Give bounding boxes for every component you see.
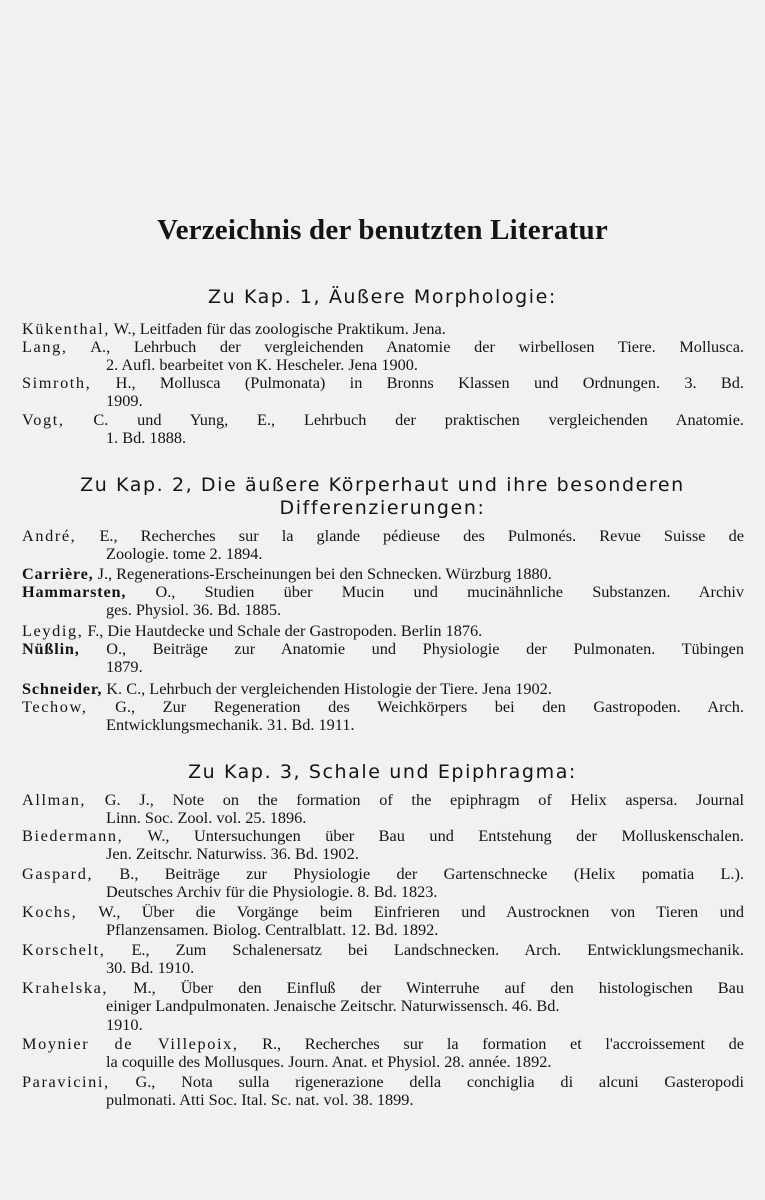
entry-text-cont: 1. Bd. 1888. <box>106 428 187 448</box>
entry-krahelska <box>22 979 744 1034</box>
entry-author: Gaspard, <box>22 864 94 883</box>
entry-text: G., Nota sulla rigenerazione della conchiglia di alcuni Gasteropodi <box>109 1072 744 1091</box>
section-heading-kap1: Zu Kap. 1, Äußere Morphologie: <box>208 286 557 308</box>
section-heading-kap2-cont: Differenzierungen: <box>279 497 486 519</box>
entry-text: H., Mollusca (Pulmonata) in Bronns Klassen und Ordnungen. 3. Bd. <box>91 373 744 392</box>
entry-vogt <box>22 411 744 448</box>
entry-gaspard <box>22 865 744 902</box>
entry-text: O., Studien über Mucin und mucinähnliche Substanzen. Archiv <box>126 582 744 601</box>
entry-schneider <box>22 680 744 698</box>
entry-author: André, <box>22 526 77 545</box>
entry-text-cont: ges. Physiol. 36. Bd. 1885. <box>106 600 282 620</box>
entry-text-cont: 1910. <box>106 1014 143 1034</box>
entry-author: Lang, <box>22 337 68 356</box>
entry-author: Hammarsten, <box>22 582 127 601</box>
entry-author: Nüßlin, <box>22 639 80 658</box>
entry-moynier <box>22 1035 744 1072</box>
entry-biedermann <box>22 827 744 864</box>
entry-text: M., Über den Einfluß der Winterruhe auf den histologischen Bau <box>108 978 744 997</box>
entry-text-cont: Entwicklungsmechanik. 31. Bd. 1911. <box>106 715 355 735</box>
entry-text: A., Lehrbuch der vergleichenden Anatomie der wirbellosen Tiere. Mollusca. <box>67 337 744 356</box>
section-heading-kap2: Zu Kap. 2, Die äußere Körperhaut und ihre besonderen <box>80 474 685 496</box>
entry-author: Vogt, <box>22 410 65 429</box>
entry-text: E., Zum Schalenersatz bei Landschnecken. Arch. Entwicklungsmechanik. <box>105 940 744 959</box>
section-heading-kap3: Zu Kap. 3, Schale und Epiphragma: <box>188 761 577 783</box>
entry-leydig <box>22 622 744 640</box>
entry-paravicini <box>22 1073 744 1110</box>
entry-text-cont: la coquille des Mollusques. Journ. Anat. et Physiol. 28. année. 1892. <box>106 1052 552 1072</box>
entry-author: Krahelska, <box>22 978 109 997</box>
entry-author: Leydig, <box>22 621 84 640</box>
entry-author: Kükenthal, <box>22 319 110 338</box>
entry-text: E., Recherches sur la glande pédieuse des Pulmonés. Revue Suisse de <box>76 526 744 545</box>
entry-author: Allman, <box>22 790 87 809</box>
entry-text-cont: pulmonati. Atti Soc. Ital. Sc. nat. vol. 38. 1899. <box>106 1090 414 1110</box>
entry-text: O., Beiträge zur Anatomie und Physiologie der Pulmonaten. Tübingen <box>79 639 744 658</box>
entry-author: Korschelt, <box>22 940 106 959</box>
entry-kochs <box>22 903 744 940</box>
entry-text-cont: Pflanzensamen. Biolog. Centralblatt. 12. Bd. 1892. <box>106 920 439 940</box>
entry-author: Paravicini, <box>22 1072 110 1091</box>
entry-text: W., Leitfaden für das zoologische Praktikum. Jena. <box>109 319 446 338</box>
entry-hammarsten <box>22 583 744 620</box>
entry-andre <box>22 527 744 564</box>
entry-text-cont: Linn. Soc. Zool. vol. 25. 1896. <box>106 808 307 828</box>
entry-text: C. und Yung, E., Lehrbuch der praktischen vergleichenden Anatomie. <box>64 410 744 429</box>
entry-text: G., Zur Regeneration des Weichkörpers bei den Gastropoden. Arch. <box>87 697 744 716</box>
entry-author: Biedermann, <box>22 826 124 845</box>
entry-text-cont: Zoologie. tome 2. 1894. <box>106 544 263 564</box>
entry-text: R., Recherches sur la formation et l'accroissement de <box>238 1034 744 1053</box>
entry-text: G. J., Note on the formation of the epiphragm of Helix aspersa. Journal <box>86 790 744 809</box>
entry-text: J., Regenerations-Erscheinungen bei den Schnecken. Würzburg 1880. <box>93 564 552 583</box>
entry-text-cont: 1909. <box>106 391 143 411</box>
entry-text-cont: 2. Aufl. bearbeitet von K. Hescheler. Jena 1900. <box>106 355 418 375</box>
entry-nuesslin <box>22 640 744 677</box>
entry-allman <box>22 791 744 828</box>
entry-text: W., Über die Vorgänge beim Einfrieren und Austrocknen von Tieren und <box>77 902 744 921</box>
entry-techow <box>22 698 744 735</box>
entry-text: B., Beiträge zur Physiologie der Gartenschnecke (Helix pomatia L.). <box>93 864 744 883</box>
entry-text: F., Die Hautdecke und Schale der Gastropoden. Berlin 1876. <box>83 621 483 640</box>
entry-text-cont: 30. Bd. 1910. <box>106 958 195 978</box>
page-title: Verzeichnis der benutzten Literatur <box>157 214 608 246</box>
entry-kuekenthal <box>22 320 744 338</box>
entry-text-cont: 1879. <box>106 657 143 677</box>
entry-author: Techow, <box>22 697 88 716</box>
entry-author: Schneider, <box>22 679 103 698</box>
entry-author: Carrière, <box>22 564 94 583</box>
entry-korschelt <box>22 941 744 978</box>
entry-author: Simroth, <box>22 373 92 392</box>
entry-text-cont: einiger Landpulmonaten. Jenaische Zeitschr. Naturwissensch. 46. Bd. <box>106 996 560 1016</box>
entry-text: K. C., Lehrbuch der vergleichenden Histologie der Tiere. Jena 1902. <box>102 679 552 698</box>
entry-text: W., Untersuchungen über Bau und Entstehung der Molluskenschalen. <box>123 826 744 845</box>
entry-author: Moynier de Villepoix, <box>22 1034 239 1053</box>
entry-text-cont: Jen. Zeitschr. Naturwiss. 36. Bd. 1902. <box>106 844 359 864</box>
entry-text-cont: Deutsches Archiv für die Physiologie. 8. Bd. 1823. <box>106 882 438 902</box>
entry-author: Kochs, <box>22 902 78 921</box>
entry-carriere <box>22 565 744 583</box>
entry-simroth <box>22 374 744 411</box>
entry-lang <box>22 338 744 375</box>
